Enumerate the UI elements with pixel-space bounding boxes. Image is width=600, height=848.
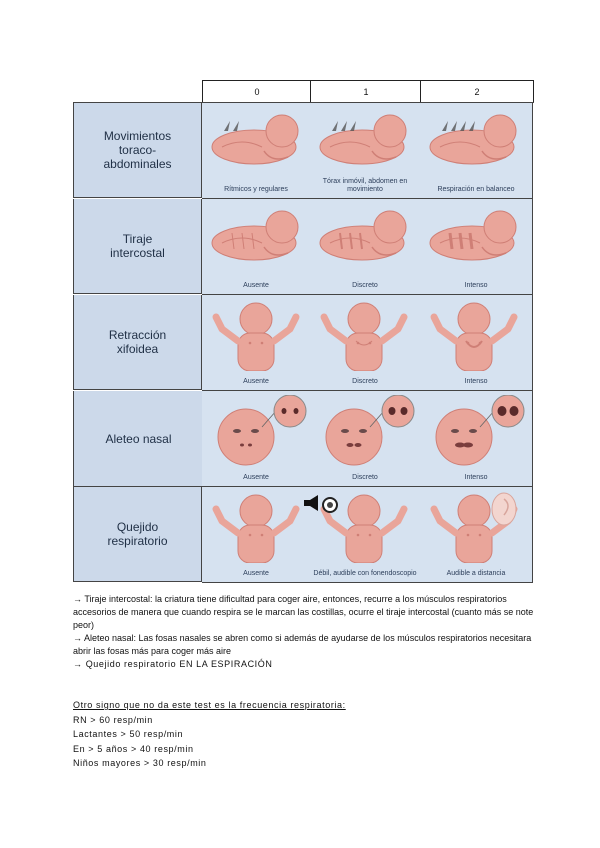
table-row [73,103,534,199]
frequency-item: Niños mayores > 30 resp/min [73,758,207,768]
speaker-icon [302,495,322,516]
baby-illustration [420,299,532,379]
silverman-table [73,80,534,582]
note-quejido: → Quejido respiratorio EN LA ESPIRACIÓN [73,659,273,669]
table-cell [310,103,421,199]
cell-caption: Ausente [243,474,269,481]
row-label: Aleteo nasal [73,391,204,487]
cell-caption: Débil, audible con fonendoscopio [313,570,417,577]
frequency-item: RN > 60 resp/min [73,714,153,725]
column-header-row [73,80,534,102]
baby-illustration [310,203,420,283]
baby-illustration [310,299,420,379]
stethoscope-icon [310,491,418,531]
baby-illustration [420,491,532,571]
cell-caption: Ausente [243,282,269,289]
table-cell [310,391,421,487]
cell-caption: Intenso [464,474,488,481]
row-label: Quejido respiratorio [73,487,202,582]
baby-illustration [202,203,310,283]
column-header-0: 0 [202,80,311,103]
frequency-title: Otro signo que no da este test es la frecuencia respiratoria: [73,700,346,710]
table-row [73,295,534,391]
cell-caption: Ausente [243,378,269,385]
table-cell [310,295,421,391]
cell-caption: Discreto [352,282,378,289]
frequency-section [73,698,543,771]
table-row [73,487,534,583]
baby-illustration [310,395,420,475]
baby-illustration [420,107,532,187]
baby-illustration [420,395,532,475]
table-cell [420,295,533,391]
cell-caption: Audible a distancia [446,570,506,577]
baby-illustration [310,491,420,571]
cell-caption: Tórax inmóvil, abdomen en movimiento [322,178,408,193]
cell-caption: Discreto [352,378,378,385]
baby-illustration [202,491,310,571]
cell-caption: Rítmicos y regulares [224,186,288,193]
table-cell [310,487,421,583]
table-cell [202,295,311,391]
cell-caption: Intenso [464,282,488,289]
column-header-1: 1 [310,80,421,103]
cell-caption: Ausente [243,570,269,577]
notes [73,593,543,671]
table-cell [420,199,533,295]
table-grid [73,102,534,583]
baby-illustration [202,107,310,187]
cell-caption: Respiración en balanceo [437,186,515,193]
baby-illustration [420,203,532,283]
column-header-2: 2 [420,80,534,103]
ear-icon [420,491,528,531]
row-label: Tiraje intercostal [73,199,202,294]
row-label: Retracción xifoidea [73,295,202,390]
note-aleteo: → Aleteo nasal: Las fosas nasales se abren como si además de ayudarse de los músculos respiratorios necesitara abrir las fosas más para coger más aire [73,633,532,656]
table-row [73,391,534,487]
table-cell [310,199,421,295]
table-cell [202,103,311,199]
table-row [73,199,534,295]
frequency-item: En > 5 años > 40 resp/min [73,743,194,754]
table-cell [420,103,533,199]
table-cell [202,487,311,583]
baby-illustration [202,299,310,379]
note-tiraje: → Tiraje intercostal: la criatura tiene dificultad para coger aire, entonces, recurre a los músculos respiratorios accesorios de manera que cuando respira se le marcan las costillas, ocurre el tiraje intercostal (cuanto más se note peor) [73,594,534,630]
table-cell [420,487,533,583]
baby-illustration [310,107,420,187]
baby-illustration [202,395,310,475]
table-cell [420,391,533,487]
row-label: Movimientos toraco-abdominales [73,103,202,198]
table-cell [202,199,311,295]
frequency-item: Lactantes > 50 resp/min [73,729,184,739]
cell-caption: Intenso [464,378,488,385]
cell-caption: Discreto [352,474,378,481]
table-cell [202,391,311,487]
